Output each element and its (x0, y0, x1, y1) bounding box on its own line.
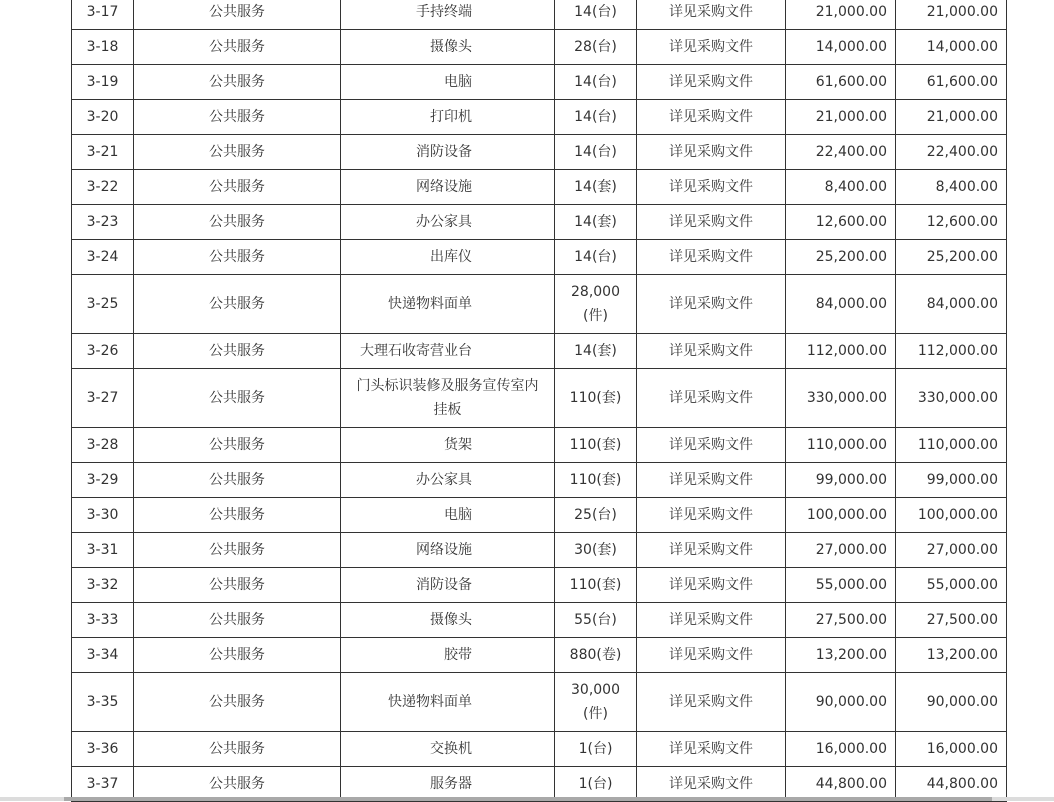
cell-unit-price: 27,500.00 (786, 603, 896, 638)
table-row (72, 638, 1007, 673)
table-row (72, 568, 1007, 603)
cell-unit-price: 25,200.00 (786, 240, 896, 275)
cell-specification: 详见采购文件 (637, 498, 786, 533)
cell-item-name: 快递物料面单 (341, 275, 555, 334)
scrollbar-thumb[interactable] (64, 797, 992, 801)
procurement-items-table (71, 0, 1007, 802)
cell-item-name: 消防设备 (341, 568, 555, 603)
cell-unit-price: 13,200.00 (786, 638, 896, 673)
table-row (72, 240, 1007, 275)
cell-specification: 详见采购文件 (637, 533, 786, 568)
cell-category: 公共服务 (134, 0, 341, 30)
cell-quantity: 110(套) (555, 428, 637, 463)
cell-total-price: 55,000.00 (896, 568, 1007, 603)
cell-item-name: 电脑 (341, 65, 555, 100)
cell-unit-price: 55,000.00 (786, 568, 896, 603)
cell-quantity: 55(台) (555, 603, 637, 638)
cell-category: 公共服务 (134, 334, 341, 369)
cell-item-name: 服务器 (341, 767, 555, 802)
cell-total-price: 8,400.00 (896, 170, 1007, 205)
table-row (72, 334, 1007, 369)
cell-category: 公共服务 (134, 275, 341, 334)
cell-quantity: 30(套) (555, 533, 637, 568)
cell-category: 公共服务 (134, 30, 341, 65)
cell-quantity: 14(套) (555, 205, 637, 240)
cell-item-name: 货架 (341, 428, 555, 463)
cell-unit-price: 112,000.00 (786, 334, 896, 369)
cell-specification: 详见采购文件 (637, 732, 786, 767)
cell-category: 公共服务 (134, 170, 341, 205)
cell-specification: 详见采购文件 (637, 638, 786, 673)
cell-specification: 详见采购文件 (637, 275, 786, 334)
cell-category: 公共服务 (134, 205, 341, 240)
cell-specification: 详见采购文件 (637, 100, 786, 135)
cell-total-price: 27,500.00 (896, 603, 1007, 638)
cell-item-number: 3-26 (72, 334, 134, 369)
cell-specification: 详见采购文件 (637, 0, 786, 30)
cell-item-number: 3-21 (72, 135, 134, 170)
cell-specification: 详见采购文件 (637, 205, 786, 240)
cell-total-price: 25,200.00 (896, 240, 1007, 275)
cell-quantity: 14(套) (555, 334, 637, 369)
cell-unit-price: 44,800.00 (786, 767, 896, 802)
cell-category: 公共服务 (134, 100, 341, 135)
cell-quantity: 28,000 (件) (555, 275, 637, 334)
cell-total-price: 21,000.00 (896, 0, 1007, 30)
cell-category: 公共服务 (134, 498, 341, 533)
cell-unit-price: 99,000.00 (786, 463, 896, 498)
cell-category: 公共服务 (134, 568, 341, 603)
cell-category: 公共服务 (134, 603, 341, 638)
cell-quantity: 14(台) (555, 0, 637, 30)
table-row (72, 65, 1007, 100)
cell-total-price: 61,600.00 (896, 65, 1007, 100)
cell-unit-price: 12,600.00 (786, 205, 896, 240)
cell-item-number: 3-33 (72, 603, 134, 638)
cell-total-price: 330,000.00 (896, 369, 1007, 428)
cell-specification: 详见采购文件 (637, 240, 786, 275)
cell-quantity: 25(台) (555, 498, 637, 533)
cell-total-price: 12,600.00 (896, 205, 1007, 240)
cell-item-number: 3-34 (72, 638, 134, 673)
cell-unit-price: 84,000.00 (786, 275, 896, 334)
table-row (72, 732, 1007, 767)
cell-quantity: 14(套) (555, 170, 637, 205)
cell-unit-price: 100,000.00 (786, 498, 896, 533)
cell-category: 公共服务 (134, 732, 341, 767)
cell-item-number: 3-29 (72, 463, 134, 498)
cell-category: 公共服务 (134, 673, 341, 732)
table-body (72, 0, 1007, 802)
cell-unit-price: 16,000.00 (786, 732, 896, 767)
cell-item-number: 3-24 (72, 240, 134, 275)
cell-unit-price: 21,000.00 (786, 0, 896, 30)
cell-unit-price: 27,000.00 (786, 533, 896, 568)
cell-specification: 详见采购文件 (637, 334, 786, 369)
table-row (72, 463, 1007, 498)
cell-specification: 详见采购文件 (637, 30, 786, 65)
cell-item-number: 3-32 (72, 568, 134, 603)
table-row (72, 100, 1007, 135)
cell-item-number: 3-27 (72, 369, 134, 428)
cell-item-number: 3-36 (72, 732, 134, 767)
cell-item-name: 消防设备 (341, 135, 555, 170)
cell-total-price: 84,000.00 (896, 275, 1007, 334)
cell-specification: 详见采购文件 (637, 369, 786, 428)
cell-category: 公共服务 (134, 135, 341, 170)
cell-item-name: 大理石收寄营业台 (341, 334, 555, 369)
cell-quantity: 880(卷) (555, 638, 637, 673)
cell-category: 公共服务 (134, 463, 341, 498)
cell-item-name: 快递物料面单 (341, 673, 555, 732)
cell-total-price: 22,400.00 (896, 135, 1007, 170)
cell-item-name: 打印机 (341, 100, 555, 135)
cell-total-price: 110,000.00 (896, 428, 1007, 463)
horizontal-scrollbar[interactable] (0, 797, 1054, 801)
cell-category: 公共服务 (134, 240, 341, 275)
cell-quantity: 14(台) (555, 100, 637, 135)
cell-item-name: 门头标识装修及服务宣传室内挂板 (341, 369, 555, 428)
cell-item-name: 摄像头 (341, 603, 555, 638)
table-row (72, 369, 1007, 428)
cell-category: 公共服务 (134, 65, 341, 100)
cell-total-price: 21,000.00 (896, 100, 1007, 135)
cell-unit-price: 14,000.00 (786, 30, 896, 65)
cell-quantity: 110(套) (555, 463, 637, 498)
cell-unit-price: 8,400.00 (786, 170, 896, 205)
cell-category: 公共服务 (134, 533, 341, 568)
cell-specification: 详见采购文件 (637, 65, 786, 100)
cell-item-name: 摄像头 (341, 30, 555, 65)
cell-item-number: 3-19 (72, 65, 134, 100)
cell-quantity: 1(台) (555, 732, 637, 767)
cell-specification: 详见采购文件 (637, 463, 786, 498)
cell-total-price: 27,000.00 (896, 533, 1007, 568)
table-row (72, 30, 1007, 65)
cell-item-name: 办公家具 (341, 463, 555, 498)
cell-category: 公共服务 (134, 369, 341, 428)
cell-item-name: 胶带 (341, 638, 555, 673)
cell-item-number: 3-28 (72, 428, 134, 463)
cell-item-number: 3-25 (72, 275, 134, 334)
cell-quantity: 110(套) (555, 369, 637, 428)
table-row (72, 135, 1007, 170)
table-row (72, 275, 1007, 334)
cell-quantity: 110(套) (555, 568, 637, 603)
cell-quantity: 30,000 (件) (555, 673, 637, 732)
cell-specification: 详见采购文件 (637, 673, 786, 732)
cell-unit-price: 22,400.00 (786, 135, 896, 170)
cell-quantity: 28(台) (555, 30, 637, 65)
table-row (72, 603, 1007, 638)
cell-category: 公共服务 (134, 767, 341, 802)
cell-total-price: 44,800.00 (896, 767, 1007, 802)
cell-item-name: 网络设施 (341, 533, 555, 568)
cell-unit-price: 330,000.00 (786, 369, 896, 428)
cell-total-price: 16,000.00 (896, 732, 1007, 767)
cell-item-name: 交换机 (341, 732, 555, 767)
cell-item-number: 3-23 (72, 205, 134, 240)
cell-total-price: 100,000.00 (896, 498, 1007, 533)
cell-item-number: 3-17 (72, 0, 134, 30)
cell-item-number: 3-31 (72, 533, 134, 568)
cell-item-number: 3-30 (72, 498, 134, 533)
cell-total-price: 14,000.00 (896, 30, 1007, 65)
cell-specification: 详见采购文件 (637, 767, 786, 802)
cell-specification: 详见采购文件 (637, 603, 786, 638)
cell-unit-price: 61,600.00 (786, 65, 896, 100)
cell-total-price: 99,000.00 (896, 463, 1007, 498)
cell-item-number: 3-20 (72, 100, 134, 135)
cell-unit-price: 110,000.00 (786, 428, 896, 463)
cell-item-name: 手持终端 (341, 0, 555, 30)
cell-quantity: 1(台) (555, 767, 637, 802)
cell-unit-price: 90,000.00 (786, 673, 896, 732)
table-row (72, 170, 1007, 205)
cell-item-name: 电脑 (341, 498, 555, 533)
cell-total-price: 13,200.00 (896, 638, 1007, 673)
table-row (72, 205, 1007, 240)
table-row (72, 428, 1007, 463)
table-row (72, 498, 1007, 533)
cell-item-name: 出库仪 (341, 240, 555, 275)
table-row (72, 673, 1007, 732)
cell-item-number: 3-37 (72, 767, 134, 802)
cell-unit-price: 21,000.00 (786, 100, 896, 135)
table-row (72, 533, 1007, 568)
cell-total-price: 112,000.00 (896, 334, 1007, 369)
cell-item-name: 网络设施 (341, 170, 555, 205)
cell-item-number: 3-35 (72, 673, 134, 732)
cell-specification: 详见采购文件 (637, 428, 786, 463)
table-row (72, 0, 1007, 30)
cell-total-price: 90,000.00 (896, 673, 1007, 732)
cell-item-name: 办公家具 (341, 205, 555, 240)
cell-item-number: 3-22 (72, 170, 134, 205)
cell-item-number: 3-18 (72, 30, 134, 65)
cell-quantity: 14(台) (555, 135, 637, 170)
cell-quantity: 14(台) (555, 65, 637, 100)
cell-quantity: 14(台) (555, 240, 637, 275)
cell-category: 公共服务 (134, 428, 341, 463)
cell-category: 公共服务 (134, 638, 341, 673)
cell-specification: 详见采购文件 (637, 568, 786, 603)
cell-specification: 详见采购文件 (637, 135, 786, 170)
cell-specification: 详见采购文件 (637, 170, 786, 205)
